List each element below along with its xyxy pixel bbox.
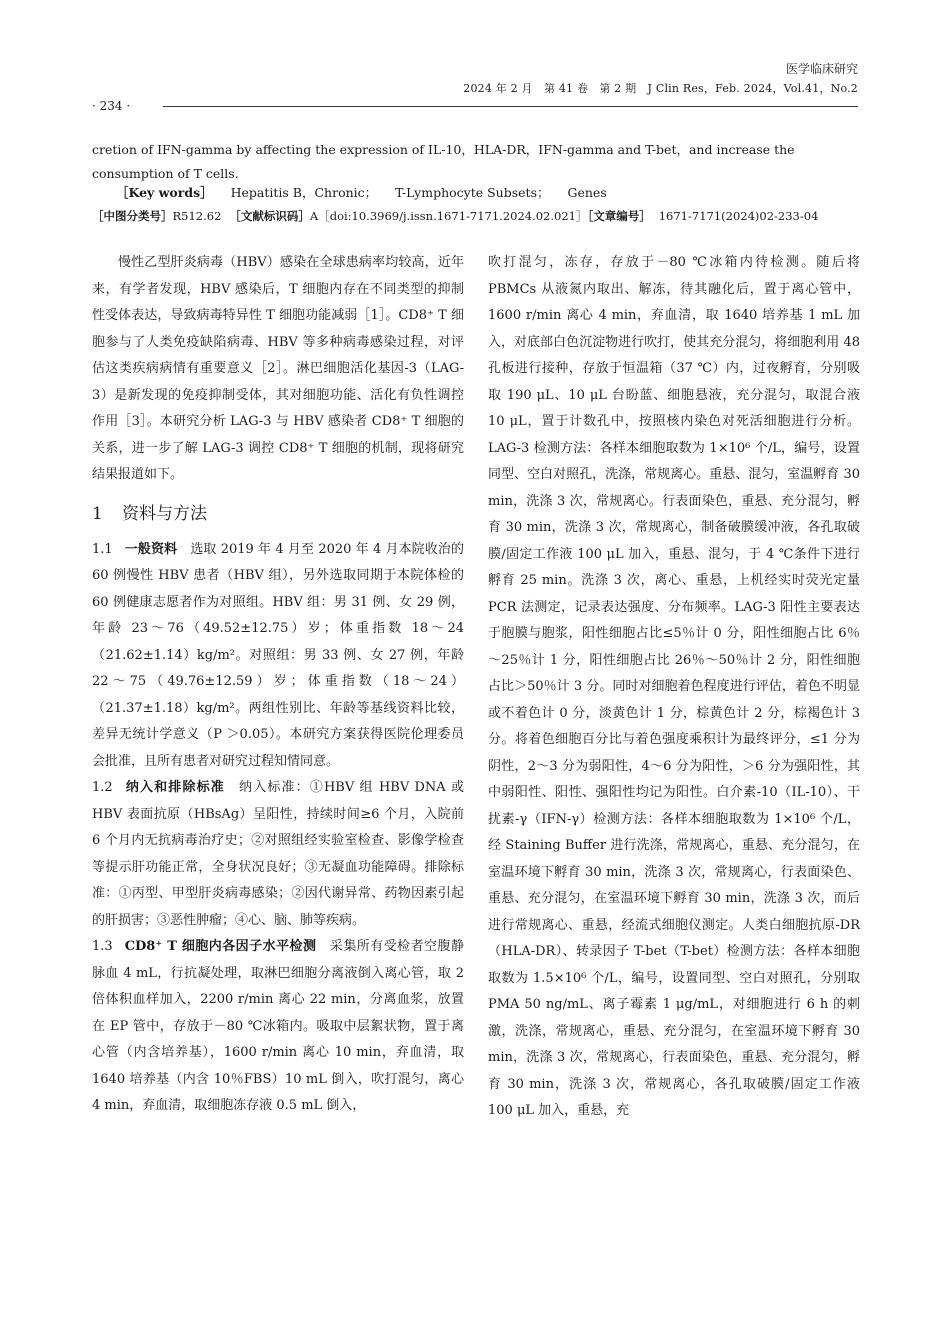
- section-title: 资料与方法: [122, 503, 207, 524]
- subsection-title: 纳入和排除标准: [124, 780, 225, 795]
- doc-code-label: ［文献标识码］: [229, 209, 310, 223]
- intro-paragraph: 慢性乙型肝炎病毒（HBV）感染在全球患病率均较高，近年来，有学者发现，HBV 感染后，T 细胞内存在不同类型的抑制性受体表达，导致病毒特异性 T 细胞功能减弱［1］。CD8⁺ T 细胞参与了人类免疫缺陷病毒、HBV 等多种病毒感染过程，对评估这类疾病病情有重要意义［2］。淋巴细胞活化基因-3（LAG-3）是新发现的免疫抑制受体，其对细胞功能、活化有负性调控作用［3］。本研究分析 LAG-3 与 HBV 感染者 CD8⁺ T 细胞的关系，进一步了解 LAG-3 调控 CD8⁺ T 细胞的机制，现将研究结果报道如下。: [92, 255, 464, 482]
- keyword: Genes: [567, 185, 607, 200]
- clc-value: R512.62: [172, 209, 222, 223]
- issue-info: 2024 年 2 月 第 41 卷 第 2 期 J Clin Res，Feb. 2024，Vol.41，No.2: [463, 82, 858, 95]
- subsection-heading: [92, 542, 177, 557]
- subsection-number: 1.1: [92, 541, 113, 557]
- keyword: T-Lymphocyte Subsets；: [395, 185, 550, 200]
- article-number-label: ［文章编号］: [587, 209, 651, 223]
- subsection-text: 采集所有受检者空腹静脉血 4 mL，行抗凝处理，取淋巴细胞分离液倒入离心管，取 2 倍体积血样加入，2200 r/min 离心 22 min，分离血浆，放置在 EP 管中，存放于－80 ℃冰箱内。吸取中层絮状物，置于离心管（内含培养基），1600 r/min 离心 10 min，弃血清，取 1640 培养基（内含 10％FBS）10 mL 倒入，吹打混匀，离心 4 min，弃血清，取细胞冻存液 0.5 mL 倒入，: [92, 939, 464, 1113]
- header-rule: [163, 106, 858, 107]
- subsection-number: 1.2: [92, 780, 113, 795]
- subsection-heading: [92, 939, 316, 954]
- keywords-label: ［Key words］: [116, 185, 213, 200]
- subsection-1-1: [92, 537, 464, 776]
- subsection-1-2: [92, 775, 464, 934]
- right-column: [488, 250, 860, 1125]
- subsection-number: 1.3: [92, 939, 113, 954]
- classification-line: [92, 206, 862, 226]
- keyword: Hepatitis B，Chronic；: [230, 185, 378, 200]
- subsection-title: CD8⁺ T 细胞内各因子水平检测: [124, 939, 317, 954]
- page-number: · 234 ·: [92, 99, 131, 113]
- clc-label: ［中图分类号］: [92, 209, 173, 223]
- subsection-text: 纳入标准：①HBV 组 HBV DNA 或 HBV 表面抗原（HBsAg）呈阳性，持续时间≥6 个月，入院前 6 个月内无抗病毒治疗史；②对照组经实验室检查、影像学检查等提示肝功能正常，全身状况良好；③无凝血功能障碍。排除标准：①丙型、甲型肝炎病毒感染；②因代谢异常、药物因素引起的肝损害；③恶性肿瘤；④心、脑、肺等疾病。: [92, 780, 464, 928]
- journal-name: 医学临床研究: [785, 62, 858, 76]
- article-number-value: 1671-7171(2024)02-233-04: [658, 209, 819, 223]
- doc-code-value: A［doi:10.3969/j.issn.1671-7171.2024.02.021］: [309, 209, 588, 223]
- subsection-title: 一般资料: [124, 541, 178, 557]
- section-heading: [92, 499, 464, 529]
- subsection-heading: [92, 780, 225, 795]
- subsection-text: 选取 2019 年 4 月至 2020 年 4 月本院收治的 60 例慢性 HBV 患者（HBV 组），另外选取同期于本院体检的 60 例健康志愿者作为对照组。HBV 组：男 31 例、女 29 例，年龄 23～76（49.52±12.75）岁；体重指数 18～24（21.62±1.14）kg/m²。对照组：男 33 例、女 27 例，年龄 22～75（49.76±12.59）岁；体重指数（18～24）（21.37±1.18）kg/m²。两组性别比、年龄等基线资料比较，差异无统计学意义（P ＞0.05）。本研究方案获得医院伦理委员会批准，且所有患者对研究过程知情同意。: [92, 541, 464, 769]
- keywords-line: [116, 183, 816, 203]
- abstract-tail: cretion of IFN-gamma by affecting the expression of IL-10，HLA-DR，IFN-gamma and T-bet，and increase the consumption of T cells.: [92, 142, 795, 181]
- left-column: [92, 250, 464, 1120]
- methods-continued: 吹打混匀，冻存，存放于－80 ℃冰箱内待检测。随后将 PBMCs 从液氮内取出、解冻，待其融化后，置于离心管中，1600 r/min 离心 4 min，弃血清，取 1640 培养基 1 mL 加入，对底部白色沉淀物进行吹打，使其充分混匀，将细胞利用 48 孔板进行接种，存放于恒温箱（37 ℃）内，过夜孵育，分别吸取 190 μL、10 μL 台盼蓝、细胞悬液，充分混匀，取混合液 10 μL，置于计数孔中，按照核内染色对死活细胞进行分析。LAG-3 检测方法：各样本细胞取数为 1×10⁶ 个/L，编号，设置同型、空白对照孔，洗涤，常规离心。重悬、混匀，室温孵育 30 min，洗涤 3 次，常规离心。行表面染色，重悬、充分混匀，孵育 30 min，洗涤 3 次，常规离心，制备破膜缓冲液，各孔取破膜/固定工作液 100 μL 加入，重悬、混匀，于 4 ℃条件下进行孵育 25 min。洗涤 3 次，离心、重悬，上机经实时荧光定量 PCR 法测定，记录表达强度、分布频率。LAG-3 阳性主要表达于胞膜与胞浆，阳性细胞占比≤5％计 0 分，阳性细胞占比 6％～25％计 1 分，阳性细胞占比 26％～50％计 2 分，阳性细胞占比＞50％计 3 分。同时对细胞着色程度进行评估，着色不明显或不着色计 0 分，淡黄色计 1 分，棕黄色计 2 分，棕褐色计 3 分。将着色细胞百分比与着色强度乘积计为最终评分，≤1 分为阴性，2～3 分为弱阳性，4～6 分为阳性，＞6 分为强阳性，其中弱阳性、阳性、强阳性均记为阳性。白介素-10（IL-10）、干扰素-γ（IFN-γ）检测方法：各样本细胞取数为 1×10⁶ 个/L，经 Staining Buffer 进行洗涤，常规离心，重悬、充分混匀，在室温环境下孵育 30 min，洗涤 3 次，常规离心，行表面染色、重悬、充分混匀，在室温环境下孵育 30 min，洗涤 3 次，而后进行常规离心、重悬，经流式细胞仪测定。人类白细胞抗原-DR（HLA-DR）、转录因子 T-bet（T-bet）检测方法：各样本细胞取数为 1.5×10⁶ 个/L，编号，设置同型、空白对照孔，分别取 PMA 50 ng/mL、离子霉素 1 μg/mL，对细胞进行 6 h 的刺激，洗涤，常规离心，重悬、充分混匀，在室温环境下孵育 30 min，洗涤 3 次，常规离心，行表面染色，重悬、充分混匀，孵育 30 min，洗涤 3 次，常规离心，各孔取破膜/固定工作液 100 μL 加入，重悬，充: [488, 255, 860, 1118]
- subsection-1-3: [92, 934, 464, 1120]
- section-number: 1: [92, 503, 103, 524]
